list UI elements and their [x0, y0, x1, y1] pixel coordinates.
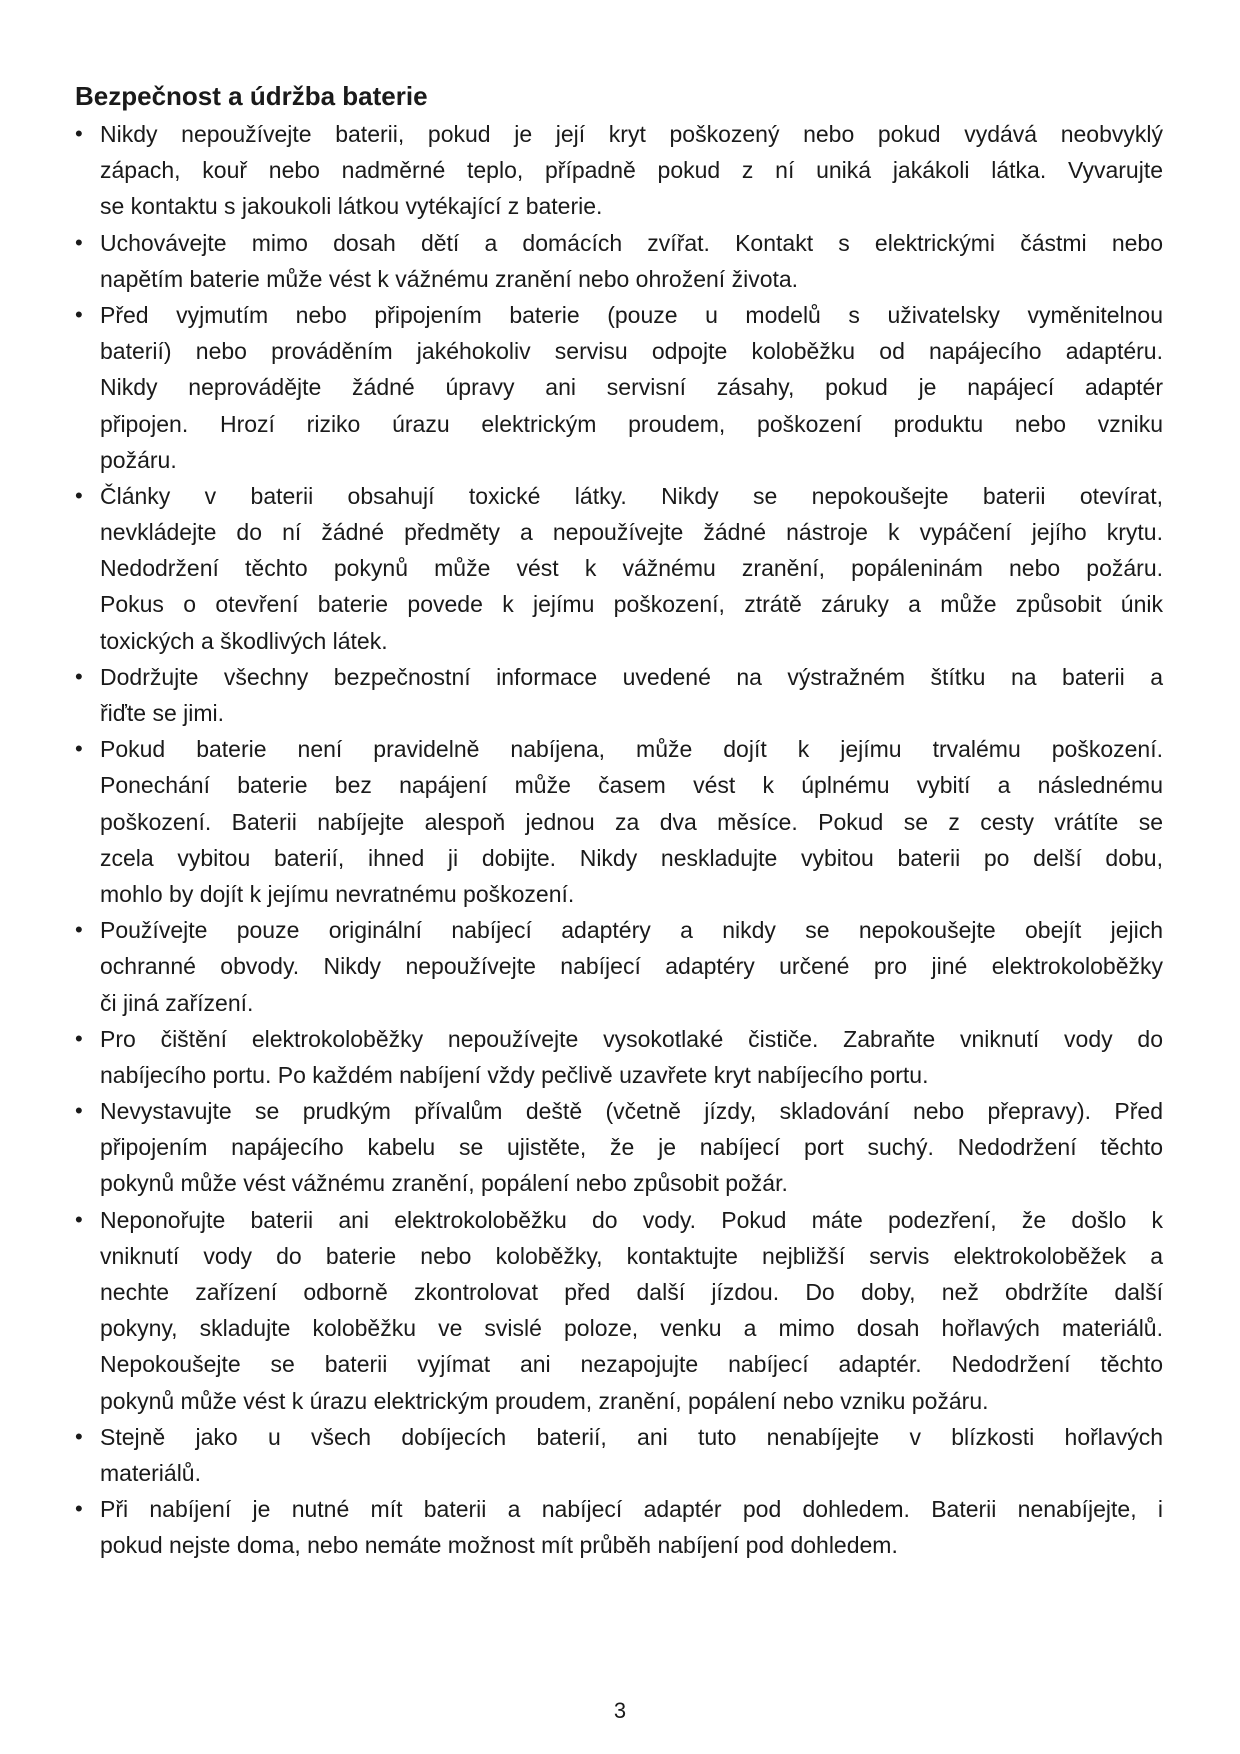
bullet-item: [75, 225, 1163, 297]
bullet-icon: •: [75, 1098, 83, 1124]
bullet-icon: •: [75, 1496, 83, 1522]
bullet-text-line: mohlo by dojít k jejímu nevratnému poškození.: [100, 880, 575, 907]
bullet-text-line: Před vyjmutím nebo připojením baterie (pouze u modelů s uživatelsky vyměnitelnou: [100, 301, 1163, 328]
bullet-item: [75, 1419, 1163, 1491]
bullet-text-line: materiálů.: [100, 1459, 201, 1486]
bullet-text-line: Pokud baterie není pravidelně nabíjena, může dojít k jejímu trvalému poškození.: [100, 736, 1163, 763]
bullet-text-line: Nikdy neprovádějte žádné úpravy ani servisní zásahy, pokud je napájecí adaptér: [100, 374, 1163, 401]
bullet-icon: •: [75, 736, 83, 762]
bullet-text-line: pokud nejste doma, nebo nemáte možnost mít průběh nabíjení pod dohledem.: [100, 1532, 898, 1559]
bullet-text-line: nabíjecího portu. Po každém nabíjení vždy pečlivě uzavřete kryt nabíjecího portu.: [100, 1061, 929, 1088]
bullet-text-line: toxických a škodlivých látek.: [100, 627, 388, 654]
bullet-text-line: vniknutí vody do baterie nebo koloběžky, kontaktujte nejbližší servis elektrokoloběžek a: [100, 1242, 1163, 1269]
bullet-text-line: Neponořujte baterii ani elektrokoloběžku do vody. Pokud máte podezření, že došlo k: [100, 1206, 1163, 1233]
bullet-text-line: řiďte se jimi.: [100, 700, 225, 726]
safety-bullet-list: [75, 116, 1163, 1564]
bullet-text-line: se kontaktu s jakoukoli látkou vytékající z baterie.: [100, 193, 603, 220]
bullet-item: [75, 478, 1163, 659]
bullet-item: [75, 1093, 1163, 1202]
bullet-text-line: pokynů může vést vážnému zranění, popálení nebo způsobit požár.: [100, 1170, 788, 1197]
bullet-text-line: připojením napájecího kabelu se ujistěte, že je nabíjecí port suchý. Nedodržení těchto: [100, 1134, 1163, 1161]
bullet-icon: •: [75, 917, 83, 943]
bullet-text-line: Stejně jako u všech dobíjecích baterií, ani tuto nenabíjejte v blízkosti hořlavých: [100, 1423, 1163, 1450]
bullet-item: [75, 912, 1163, 1021]
bullet-item: [75, 1202, 1163, 1419]
section-heading: Bezpečnost a údržba baterie: [75, 81, 428, 111]
bullet-text-line: Nikdy nepoužívejte baterii, pokud je její kryt poškozený nebo pokud vydává neobvyklý: [100, 121, 1163, 147]
bullet-text-line: nevkládejte do ní žádné předměty a nepoužívejte žádné nástroje k vypáčení jejího krytu.: [100, 519, 1163, 546]
bullet-text-line: Nevystavujte se prudkým přívalům deště (včetně jízdy, skladování nebo přepravy). Před: [100, 1098, 1163, 1125]
bullet-icon: •: [75, 1206, 83, 1232]
bullet-text-line: zápach, kouř nebo nadměrné teplo, případně pokud z ní uniká jakákoli látka. Vyvarujte: [100, 157, 1163, 184]
bullet-icon: •: [75, 229, 83, 255]
bullet-text-line: pokynů může vést k úrazu elektrickým proudem, zranění, popálení nebo vzniku požáru.: [100, 1387, 989, 1414]
bullet-icon: •: [75, 301, 83, 327]
bullet-text-line: požáru.: [100, 446, 177, 473]
bullet-text-line: zcela vybitou baterií, ihned ji dobijte. Nikdy neskladujte vybitou baterii po delší dobu,: [100, 844, 1163, 871]
bullet-text-line: napětím baterie může vést k vážnému zranění nebo ohrožení života.: [100, 265, 799, 292]
bullet-icon: •: [75, 1423, 83, 1449]
bullet-text-line: pokyny, skladujte koloběžku ve svislé poloze, venku a mimo dosah hořlavých materiálů.: [100, 1315, 1163, 1342]
bullet-text-line: Ponechání baterie bez napájení může časem vést k úplnému vybití a následnému: [100, 772, 1163, 799]
bullet-text-line: Při nabíjení je nutné mít baterii a nabíjecí adaptér pod dohledem. Baterii nenabíjejte, i: [100, 1496, 1163, 1523]
bullet-item: [75, 1021, 1163, 1093]
bullet-text-line: Používejte pouze originální nabíjecí adaptéry a nikdy se nepokoušejte obejít jejich: [100, 917, 1163, 944]
bullet-item: [75, 297, 1163, 478]
bullet-text-line: či jiná zařízení.: [100, 989, 254, 1016]
page-number: 3: [613, 1698, 627, 1723]
bullet-icon: •: [75, 121, 83, 146]
bullet-item: [75, 731, 1163, 912]
bullet-text-line: Dodržujte všechny bezpečnostní informace uvedené na výstražném štítku na baterii a: [100, 663, 1163, 690]
bullet-text-line: ochranné obvody. Nikdy nepoužívejte nabíjecí adaptéry určené pro jiné elektrokoloběžky: [100, 953, 1163, 980]
bullet-item: [75, 659, 1163, 731]
bullet-text-line: Pro čištění elektrokoloběžky nepoužívejte vysokotlaké čističe. Zabraňte vniknutí vody do: [100, 1025, 1163, 1052]
bullet-text-line: připojen. Hrozí riziko úrazu elektrickým proudem, poškození produktu nebo vzniku: [100, 410, 1163, 437]
bullet-text-line: nechte zařízení odborně zkontrolovat před další jízdou. Do doby, než obdržíte další: [100, 1279, 1163, 1305]
bullet-item: [75, 1491, 1163, 1563]
bullet-item: [75, 116, 1163, 225]
bullet-icon: •: [75, 482, 83, 508]
bullet-text-line: baterií) nebo prováděním jakéhokoliv servisu odpojte koloběžku od napájecího adaptéru.: [100, 338, 1163, 365]
bullet-text-line: Nepokoušejte se baterii vyjímat ani nezapojujte nabíjecí adaptér. Nedodržení těchto: [100, 1351, 1163, 1378]
bullet-text-line: Pokus o otevření baterie povede k jejímu poškození, ztrátě záruky a může způsobit únik: [100, 591, 1163, 618]
bullet-text-line: Články v baterii obsahují toxické látky. Nikdy se nepokoušejte baterii otevírat,: [100, 482, 1163, 509]
bullet-text-line: poškození. Baterii nabíjejte alespoň jednou za dva měsíce. Pokud se z cesty vrátíte se: [100, 808, 1163, 835]
bullet-text-line: Uchovávejte mimo dosah dětí a domácích zvířat. Kontakt s elektrickými částmi nebo: [100, 229, 1163, 256]
bullet-icon: •: [75, 663, 83, 689]
bullet-text-line: Nedodržení těchto pokynů může vést k vážnému zranění, popáleninám nebo požáru.: [100, 555, 1163, 582]
bullet-icon: •: [75, 1025, 83, 1051]
